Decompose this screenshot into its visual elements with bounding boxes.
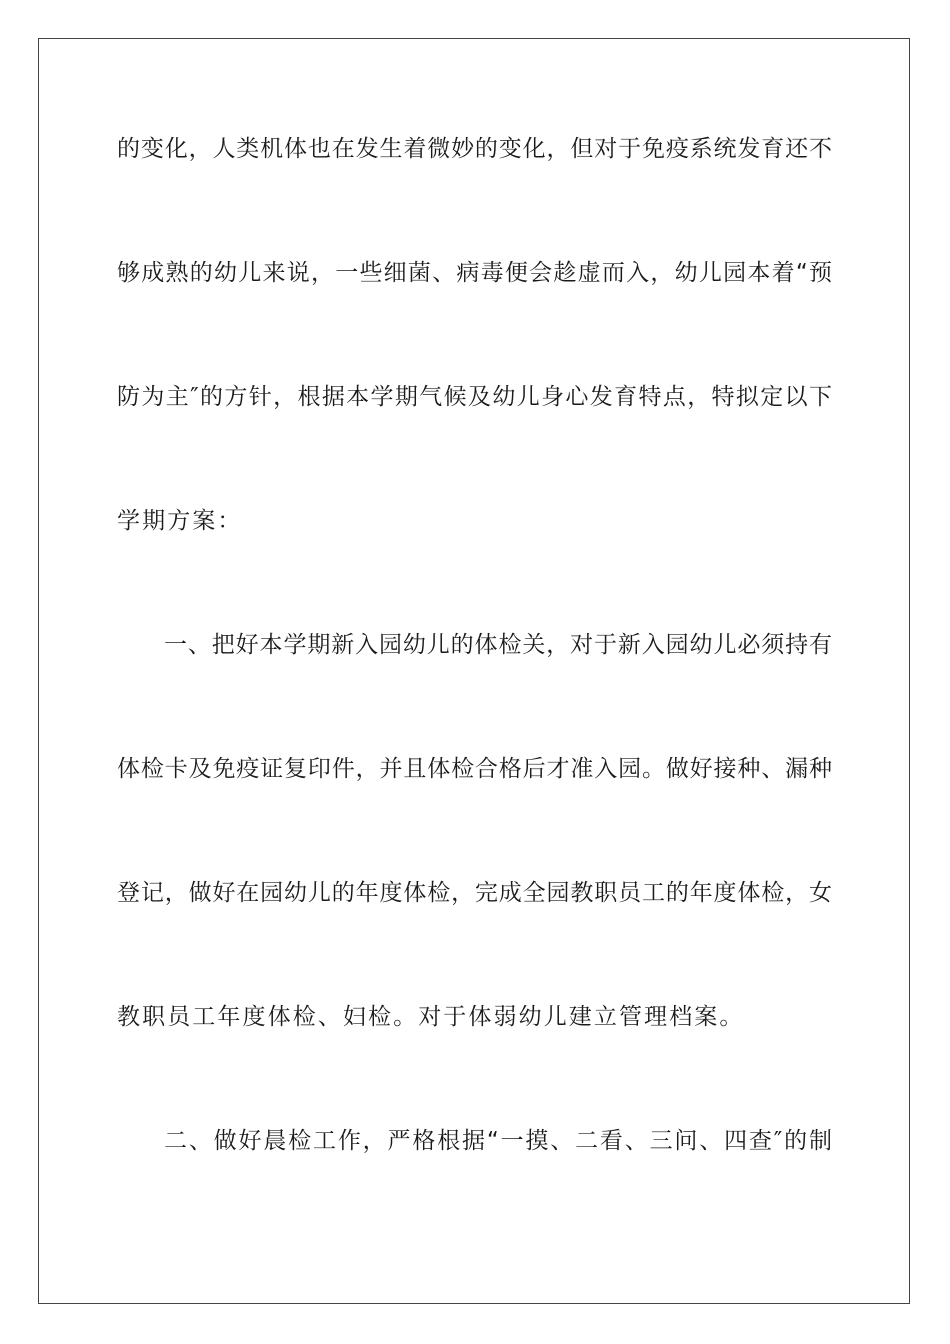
text-line-4: 学期方案： <box>117 508 243 534</box>
text-line-5: 一、把好本学期新入园幼儿的体检关，对于新入园幼儿必须持有 <box>164 632 832 658</box>
text-line-2: 够成熟的幼儿来说，一些细菌、病毒便会趁虚而入，幼儿园本着“预 <box>117 260 832 286</box>
text-line-8: 教职员工年度体检、妇检。对于体弱幼儿建立管理档案。 <box>117 1004 745 1030</box>
text-line-9: 二、做好晨检工作，严格根据“一摸、二看、三问、四查″的制 <box>164 1128 832 1154</box>
page-border <box>38 38 910 1304</box>
text-line-6: 体检卡及免疫证复印件，并且体检合格后才准入园。做好接种、漏种 <box>117 756 832 782</box>
text-line-3: 防为主″的方针，根据本学期气候及幼儿身心发育特点，特拟定以下 <box>117 384 832 410</box>
text-line-7: 登记，做好在园幼儿的年度体检，完成全园教职员工的年度体检，女 <box>117 880 832 906</box>
text-line-1: 的变化，人类机体也在发生着微妙的变化，但对于免疫系统发育还不 <box>117 136 832 162</box>
